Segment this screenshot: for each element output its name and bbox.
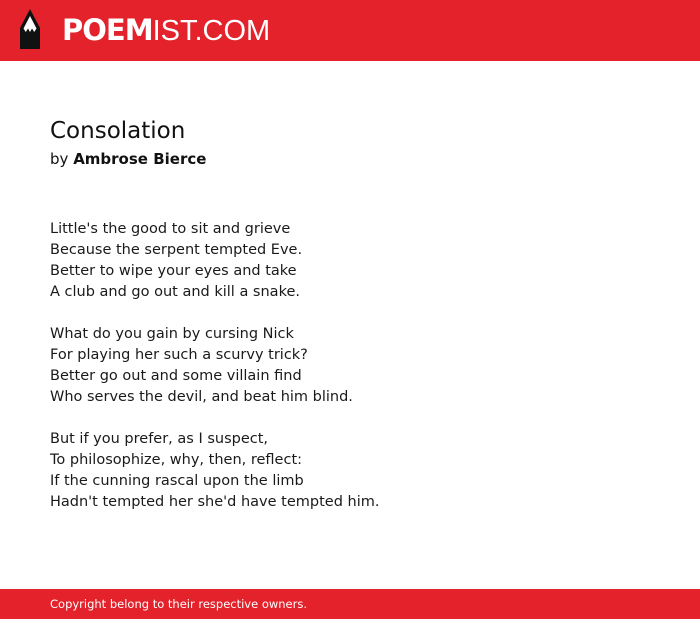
poem-line: Better go out and some villain find bbox=[50, 368, 302, 384]
poem-line: But if you prefer, as I suspect, bbox=[50, 431, 269, 447]
poem-line: Who serves the devil, and beat him blind. bbox=[50, 389, 353, 405]
poem-line: Little's the good to sit and grieve bbox=[50, 221, 291, 237]
poem-line: A club and go out and kill a snake. bbox=[50, 284, 300, 300]
poem-line: If the cunning rascal upon the limb bbox=[50, 473, 304, 489]
byline bbox=[50, 149, 206, 169]
stanza bbox=[50, 429, 650, 513]
poem-line: What do you gain by cursing Nick bbox=[50, 326, 294, 342]
poem-line: For playing her such a scurvy trick? bbox=[50, 347, 308, 363]
pencil-icon[interactable] bbox=[17, 9, 43, 51]
site-footer bbox=[0, 589, 700, 619]
author-name: Ambrose Bierce bbox=[73, 150, 207, 168]
poem-line: Hadn't tempted her she'd have tempted him. bbox=[50, 494, 380, 510]
poem-line: Better to wipe your eyes and take bbox=[50, 263, 297, 279]
logo-text-bold: POEM bbox=[62, 13, 153, 47]
poem-line: Because the serpent tempted Eve. bbox=[50, 242, 303, 258]
poem-line: To philosophize, why, then, reflect: bbox=[50, 452, 303, 468]
copyright-notice: Copyright belong to their respective owners. bbox=[50, 597, 308, 611]
site-logo[interactable] bbox=[62, 12, 270, 48]
site-header bbox=[0, 0, 700, 61]
logo-text-thin: IST.COM bbox=[152, 15, 271, 47]
stanza bbox=[50, 324, 650, 408]
byline-prefix: by bbox=[50, 150, 69, 168]
poem-body bbox=[50, 219, 650, 534]
stanza bbox=[50, 219, 650, 303]
poem-title: Consolation bbox=[50, 118, 186, 144]
